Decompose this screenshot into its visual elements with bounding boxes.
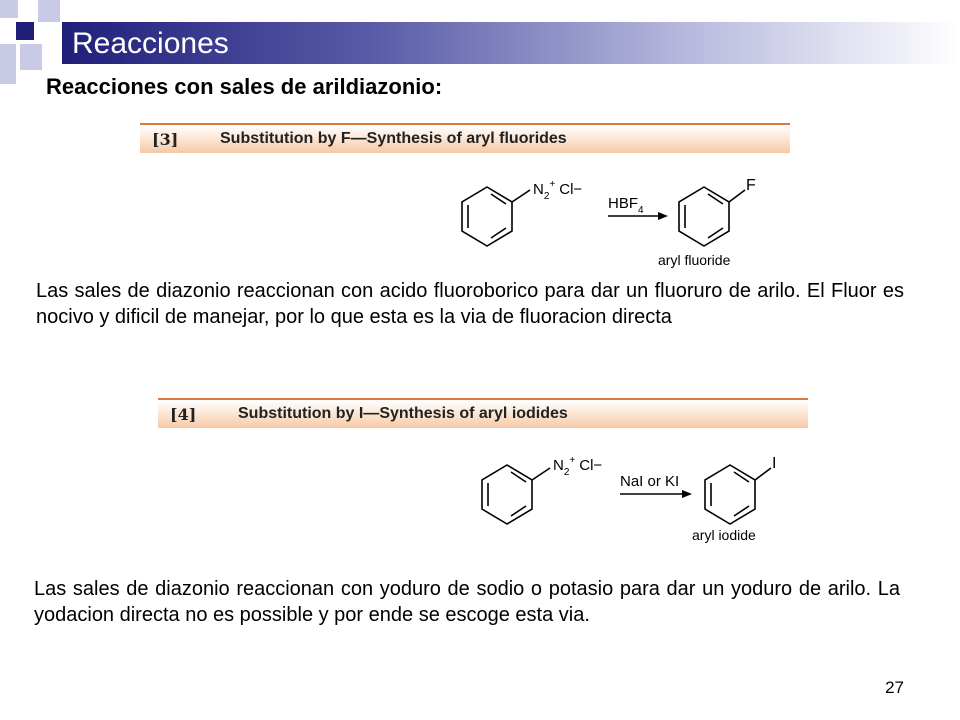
reaction-2-arrow (620, 490, 692, 498)
product-name-1: aryl fluoride (658, 252, 731, 268)
page-number: 27 (885, 678, 904, 697)
reaction-2-description: Las sales de diazonio reaccionan con yoduro de sodio o potasio para dar un yoduro de arilo. La yodacion directa no es possible y por ende se escoge esta via. (34, 578, 900, 626)
reaction-1-scheme (440, 170, 780, 270)
product-atom-fluorine: F (746, 177, 756, 194)
diazonium-group-2: $N_2^+$ Cl− (553, 455, 603, 478)
corner-square-light-2 (38, 0, 60, 22)
reaction-2-reagent: NaI or KI (620, 473, 680, 490)
corner-square-light-4 (20, 44, 42, 70)
reaction-1-header (140, 123, 790, 153)
corner-square-dark (16, 22, 34, 40)
reaction-1-description: Las sales de diazonio reaccionan con acido fluoroborico para dar un fluoruro de arilo. El Fluor es nocivo y dificil de manejar, por lo que esta es la via de fluoracion directa (36, 280, 904, 328)
benzene-ring-reactant-2 (482, 465, 550, 524)
product-atom-iodine: I (772, 455, 777, 472)
reaction-2-title: Substitution by I—Synthesis of aryl iodides (238, 405, 568, 422)
reaction-1-title: Substitution by F—Synthesis of aryl fluorides (220, 130, 567, 147)
corner-square-light-1 (0, 0, 18, 18)
slide-subtitle: Reacciones con sales de arildiazonio: (46, 74, 443, 99)
product-name-2: aryl iodide (692, 527, 756, 543)
benzene-ring-product-1 (679, 187, 745, 246)
reaction-1-number: [3] (152, 130, 179, 149)
reaction-2-header (158, 398, 808, 428)
reaction-2-scheme (460, 448, 800, 548)
benzene-ring-reactant-1 (462, 187, 530, 246)
corner-square-light-3 (0, 44, 16, 84)
diazonium-group-1: $N_2^+$ Cl− (533, 179, 583, 202)
benzene-ring-product-2 (705, 465, 771, 524)
slide-title: Reacciones (72, 27, 229, 60)
reaction-2-number: [4] (170, 405, 197, 424)
reaction-1-reagent: $HBF_4$ (608, 195, 644, 216)
